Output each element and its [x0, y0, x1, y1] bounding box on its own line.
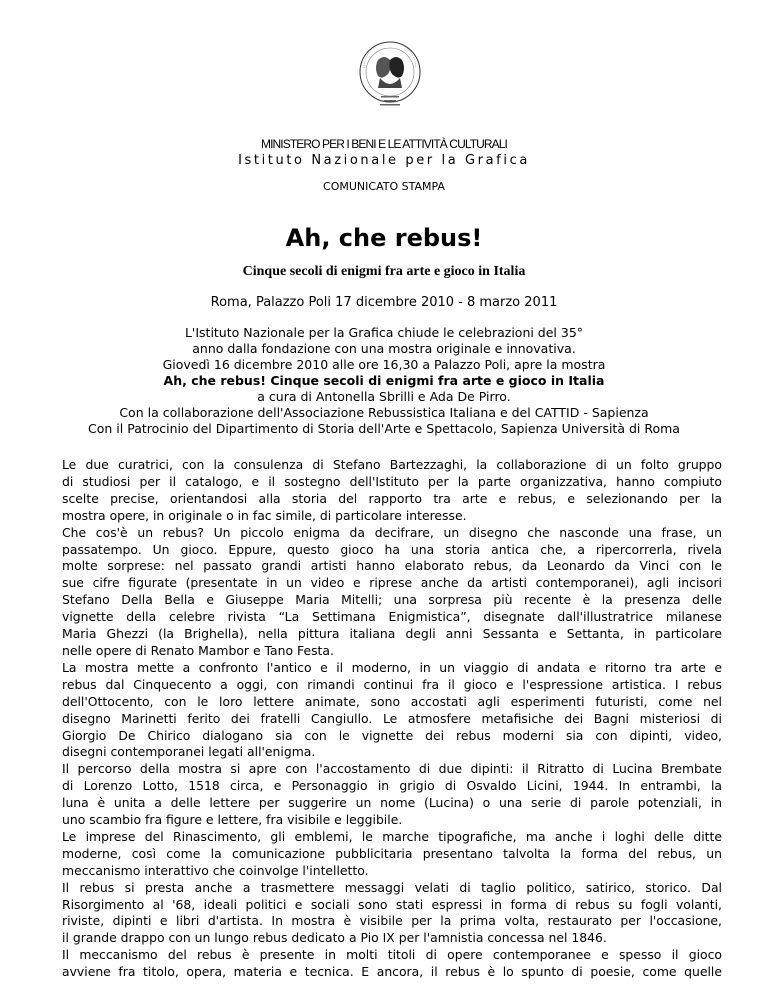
- body-line: luna è unita a delle lettere per suggerire un nome (Lucina) o una serie di parole potenziali, in: [62, 795, 722, 811]
- body-line: Maria Ghezzi (la Brighella), nella pittura italiana degli anni Sessanta e Settanta, in particolare: [62, 626, 722, 642]
- intro-line: a cura di Antonella Sbrilli e Ada De Pirro.: [257, 389, 511, 404]
- body-line: mostra opere, in originale o in fac simile, di particolare interesse.: [62, 507, 467, 523]
- body-line: Giorgio De Chirico dialogano sia con le vignette dei rebus moderni sia con dipinti, video,: [62, 727, 722, 743]
- exhibition-subtitle: Cinque secoli di enigmi fra arte e gioco in Italia: [242, 264, 526, 279]
- intro-line: anno dalla fondazione con una mostra originale e innovativa.: [192, 341, 576, 356]
- body-line: uno scambio fra figure e lettere, fra visibile e leggibile.: [62, 812, 403, 828]
- body-line: di studiosi per il catalogo, e il sostegno dell'Istituto per la parte organizzativa, hanno compiuto: [62, 473, 722, 489]
- institute-seal-logo: [350, 38, 430, 110]
- body-line: Il rebus si presta anche a trasmettere messaggi velati di taglio politico, satirico, storico. Dal: [62, 879, 722, 895]
- body-line: moderne, così come la comunicazione pubblicitaria presentano talvolta la forma del rebus, un: [62, 845, 722, 861]
- body-line: Le due curatrici, con la consulenza di Stefano Bartezzaghi, la collaborazione di un folto gruppo: [62, 457, 722, 472]
- body-line: Il meccanismo del rebus è presente in molti titoli di opere contemporanee e spesso il gioco: [62, 947, 722, 963]
- body-line: di Lorenzo Lotto, 1518 circa, e Personaggio in grigio di Osvaldo Licini, 1944. In entrambi, la: [62, 778, 722, 794]
- body-line: riviste, dipinti e libri d'artista. In mostra è visibile per la prima volta, restaurato per l'occasione,: [62, 913, 722, 929]
- intro-line: Con la collaborazione dell'Associazione Rebussistica Italiana e del CATTID - Sapienza: [119, 405, 649, 420]
- body-line: disegni contemporanei legati all'enigma.: [62, 744, 316, 760]
- body-line: avviene fra titolo, opera, materia e tecnica. E ancora, il rebus è lo spunto di poesie, come quelle: [62, 964, 722, 980]
- body-line: dell'Ottocento, con le loro lettere animate, sono accostati agli esperimenti futuristi, come nel: [62, 693, 722, 709]
- intro-line: L'Istituto Nazionale per la Grafica chiude le celebrazioni del 35°: [184, 325, 584, 340]
- body-line: Le imprese del Rinascimento, gli emblemi, le marche tipografiche, ma anche i loghi delle ditte: [62, 828, 722, 844]
- body-line: Che cos'è un rebus? Un piccolo enigma da decifrare, un disegno che nasconde una frase, un: [62, 524, 722, 540]
- body-line: nelle opere di Renato Mambor e Tano Festa.: [62, 642, 334, 658]
- intro-line: Con il Patrocinio del Dipartimento di Storia dell'Arte e Spettacolo, Sapienza Università di Roma: [88, 421, 680, 436]
- body-line: Stefano Della Bella e Giuseppe Maria Mitelli; una sorpresa più recente è la presenza delle: [62, 592, 722, 608]
- venue-and-dates: Roma, Palazzo Poli 17 dicembre 2010 - 8 marzo 2011: [210, 295, 558, 310]
- ministry-name: MINISTERO PER I BENI E LE ATTIVITÀ CULTURALI: [260, 137, 507, 151]
- intro-line-title: Ah, che rebus! Cinque secoli di enigmi fra arte e gioco in Italia: [163, 373, 605, 388]
- body-line: rebus dal Cinquecento a oggi, con rimandi continui fra il gioco e l'espressione artistica. I rebus: [62, 676, 722, 692]
- intro-block: [0, 325, 768, 437]
- institute-name: Istituto Nazionale per la Grafica: [238, 153, 530, 168]
- document-type: COMUNICATO STAMPA: [323, 180, 445, 193]
- body-line: disegno Marinetti ferito dei fratelli Cangiullo. Le atmosfere metafisiche dei Bagni misteriosi di: [62, 710, 722, 726]
- body-line: Risorgimento al '68, ideali politici e sociali sono stati espressi in forma di rebus su fogli volanti,: [62, 896, 722, 912]
- body-line: meccanismo interattivo che coinvolge l'intelletto.: [62, 862, 369, 878]
- body-line: Il percorso della mostra si apre con l'accostamento di due dipinti: il Ritratto di Lucina Brembate: [62, 761, 722, 777]
- body-line: il grande drappo con un lungo rebus dedicato a Pio IX per l'amnistia concessa nel 1846.: [62, 930, 607, 946]
- body-text: [62, 457, 722, 981]
- body-line: passatempo. Un gioco. Eppure, questo gioco ha una storia antica che, a ripercorrerla, rivela: [62, 541, 722, 557]
- body-line: molte sorprese: nel passato grandi artisti hanno elaborato rebus, da Leonardo da Vinci con le: [62, 558, 722, 574]
- body-line: sue cifre figurate (presentate in un video e riprese anche da artisti contemporanei), agli incisori: [62, 575, 722, 591]
- body-line: La mostra mette a confronto l'antico e il moderno, in un viaggio di andata e ritorno tra arte e: [62, 659, 722, 675]
- intro-line: Giovedì 16 dicembre 2010 alle ore 16,30 a Palazzo Poli, apre la mostra: [162, 357, 606, 372]
- body-line: vignette della celebre rivista “La Settimana Enigmistica”, disegnate dall'illustratrice milanese: [62, 609, 722, 625]
- exhibition-title: Ah, che rebus!: [285, 224, 483, 252]
- body-line: scelte precise, orientandosi alla storia del rapporto tra arte e rebus, e selezionando per la: [62, 490, 722, 506]
